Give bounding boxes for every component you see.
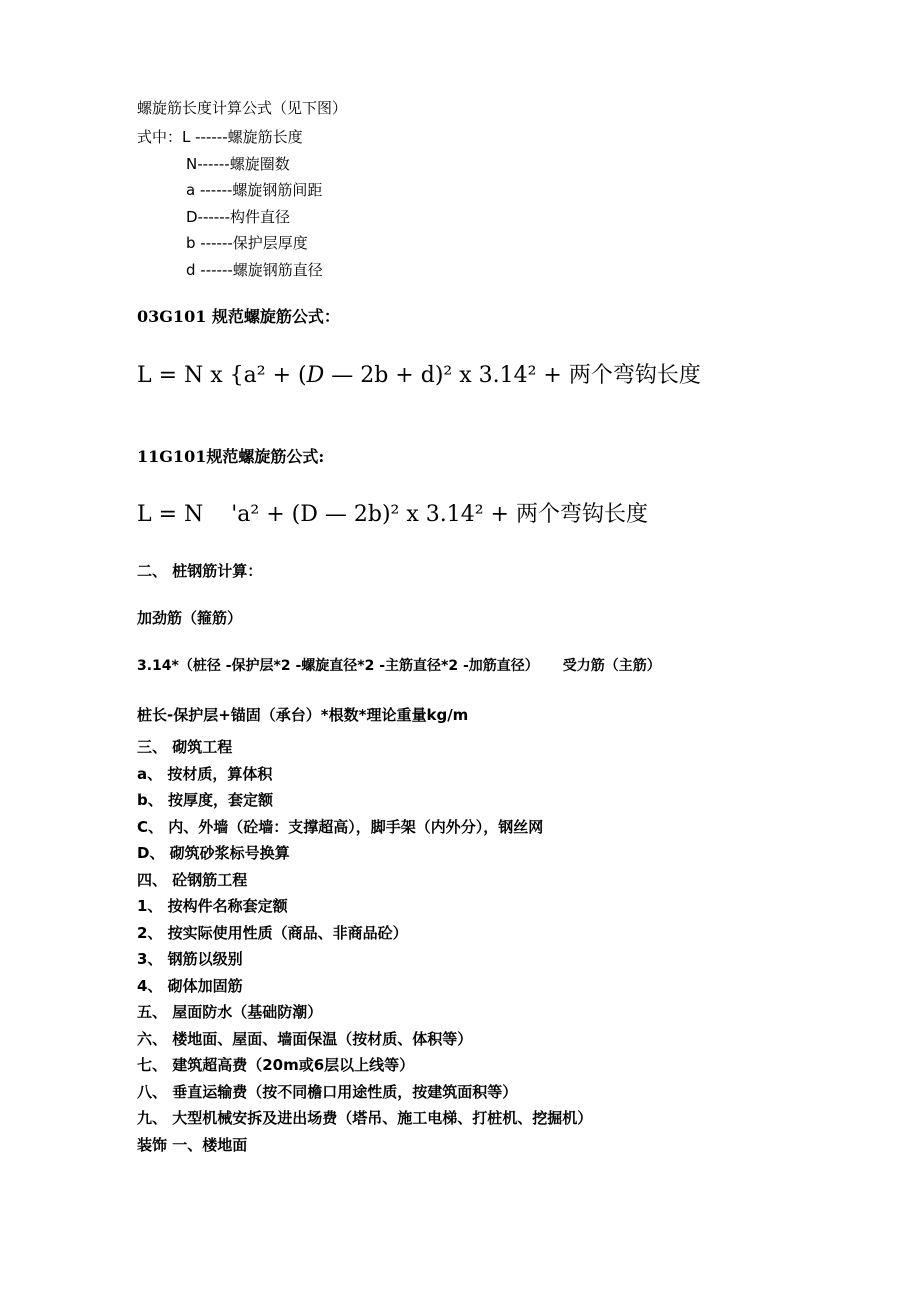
list-item: 五、 屋面防水（基础防潮）	[137, 1003, 323, 1021]
section2-heading: 二、 桩钢筋计算：	[137, 562, 263, 580]
section2-formula-right: 受力筋（主筋）	[562, 658, 661, 674]
legend-row-1	[137, 127, 303, 147]
list-item: 四、 砼钢筋工程	[137, 871, 248, 889]
list-item: 六、 楼地面、屋面、墙面保温（按材质、体积等）	[137, 1030, 473, 1048]
legend-item-d-rebar: d ------螺旋钢筋直径	[186, 261, 323, 279]
section2-formula2: 桩长-保护层+锚固（承台）*根数*理论重量kg/m	[137, 706, 469, 724]
legend-prefix: 式中：	[137, 128, 183, 146]
list-item: 3、 钢筋以级别	[137, 950, 243, 968]
spec03-formula	[137, 362, 701, 390]
legend-item-b: b ------保护层厚度	[186, 234, 308, 252]
list-item: 2、 按实际使用性质（商品、非商品砼）	[137, 924, 408, 942]
spec03-heading: 03G101 规范螺旋筋公式：	[137, 307, 340, 326]
list-item: 七、 建筑超高费（20m或6层以上线等）	[137, 1056, 415, 1074]
intro-title: 螺旋筋长度计算公式（见下图）	[137, 99, 348, 117]
legend-item-l: L ------螺旋筋长度	[182, 128, 303, 146]
list-item: 八、 垂直运输费（按不同檐口用途性质，按建筑面积等）	[137, 1083, 518, 1101]
section2-sub: 加劲筋（箍筋）	[137, 609, 243, 627]
spec03-formula-part-a: L = N x {a² + (	[137, 363, 307, 388]
spec03-formula-d: D	[306, 363, 325, 388]
legend-item-a: a ------螺旋钢筋间距	[186, 181, 323, 199]
list-item: 4、 砌体加固筋	[137, 977, 243, 995]
list-item: 三、 砌筑工程	[137, 738, 233, 756]
spec11-formula: L = N 'a² + (D — 2b)² x 3.14² + 两个弯钩长度	[137, 502, 648, 527]
legend-item-n: N------螺旋圈数	[186, 155, 290, 173]
legend-item-d-diameter: D------构件直径	[186, 208, 291, 226]
list-item: D、 砌筑砂浆标号换算	[137, 844, 290, 862]
list-item: 1、 按构件名称套定额	[137, 897, 288, 915]
list-item: 九、 大型机械安拆及进出场费（塔吊、施工电梯、打桩机、挖掘机）	[137, 1109, 593, 1127]
section2-formula	[137, 656, 661, 676]
list-item: C、 内、外墙（砼墙：支撑超高），脚手架（内外分），钢丝网	[137, 818, 544, 836]
list-item: a、 按材质，算体积	[137, 765, 273, 783]
list-item: b、 按厚度，套定额	[137, 791, 273, 809]
spec03-formula-part-b: — 2b + d)² x 3.14² + 两个弯钩长度	[324, 363, 701, 388]
list-item: 装饰 一、楼地面	[137, 1136, 248, 1154]
spec11-heading: 11G101规范螺旋筋公式:	[137, 447, 325, 466]
section2-formula-left: 3.14*（桩径 -保护层*2 -螺旋直径*2 -主筋直径*2 -加筋直径）	[137, 658, 539, 674]
